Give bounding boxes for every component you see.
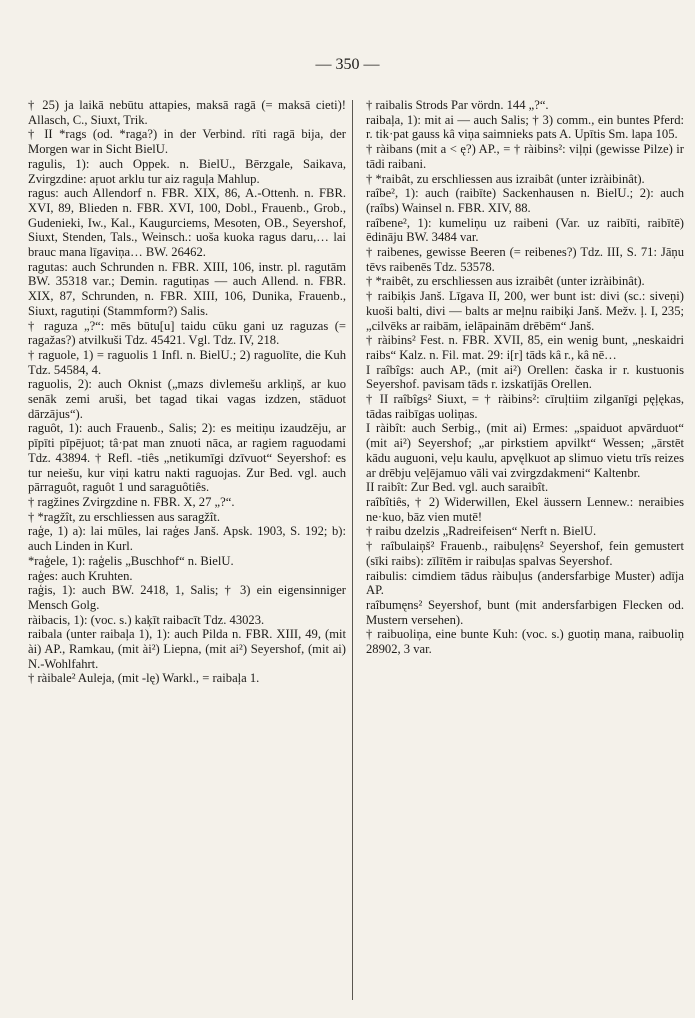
left-column [28, 98, 346, 686]
entry: I raîbîgs: auch AP., (mit ai²) Orellen: časka ir r. kustuonis Seyershof. pavisam tāds r. izskatījās Orellen. [366, 362, 684, 392]
entry: † raibalis Strods Par vördn. 144 „?“. [366, 98, 549, 112]
entry: raguolis, 2): auch Oknist („mazs divlemešu arkliņš, ar kuo senāk zemi aruši, bet tagad tikai vagas izdzen, stāduot dārzājus“). [28, 377, 346, 421]
entry: † 25) ja laikā nebūtu attapies, maksā ragā (= maksā cieti)! Allasch, C., Siuxt, Trik. [28, 98, 346, 127]
entry: raîbîtiês, † 2) Widerwillen, Ekel äussern Lennew.: neraibies ne·kuo, bāz vien mutē! [366, 494, 684, 524]
entry: † II raîbîgs² Siuxt, = † ràibins²: cīruļtiim zilganīgi pęļękas, tādas raibīgas uoliņas. [366, 392, 684, 421]
right-column [366, 98, 684, 657]
entry: II raibît: Zur Bed. vgl. auch saraibît. [366, 480, 549, 495]
entry: † raibuoliņa, eine bunte Kuh: (voc. s.) guotiņ mana, raibuoliņ 28902, 3 var. [366, 627, 684, 657]
entry: † *raibêt, zu erschliessen aus izraibêt (unter izràibinât). [366, 274, 645, 289]
entry: † raibiķis Janš. Līgava II, 200, wer bunt ist: divi (sc.: siveņi) kuoši balti, divi — balts ar meļnu raibiķi Janš. Mežv. ļ. I, 235; „cilvēks ar raibām, ielāpainām drēbēm“ Janš. [366, 289, 684, 333]
entry: *raģele, 1): raģelis „Buschhof“ n. BielU. [28, 553, 234, 568]
entry: † raguza „?“: mēs būtu[u] taidu cūku gani uz raguzas (= ragažas?) atvilkuši Tdz. 45421. Vgl. Tdz. IV, 218. [28, 318, 346, 348]
page-number: — 350 — [315, 56, 380, 73]
entry: † ragžines Zvirgzdine n. FBR. X, 27 „?“. [28, 494, 235, 509]
entry: † II *rags (od. *raga?) in der Verbind. rīti ragā bija, der Morgen war in Sicht BielU. [28, 127, 346, 157]
entry: ragulis, 1): auch Oppek. n. BielU., Bērzgale, Saikava, Zvirgzdine: aŗuot arklu tur aiz raguļa Mahlup. [28, 156, 346, 186]
entry: † raibenes, gewisse Beeren (= reibenes?) Tdz. III, S. 71: Jāņu tēvs raibenēs Tdz. 53578. [366, 245, 684, 274]
entry: † raibu dzelzis „Radreifeisen“ Nerft n. BielU. [366, 524, 597, 539]
entry: raîbene², 1): kumeliņu uz raibeni (Var. uz raibīti, raibītē) ēdināju BW. 3484 var. [366, 215, 684, 245]
entry: raguôt, 1): auch Frauenb., Salis; 2): es meitiņu izaudzēju, ar pīpīti pīpējuot; tâ·pat man znuoti nāca, ar ragiem raguodami Tdz. 43894. † Refl. -tiês „netikumīgi dzīvuot“ Seyershof: es tur neiešu, kur viņi katru nakti raguojas. Zur Bed. vgl. auch pārraguôt, raguôt 1 und saraguôtiês. [28, 421, 346, 495]
entry: raibaļa, 1): mit ai — auch Salis; † 3) comm., ein buntes Pferd: r. tik·pat gauss kâ viņa saimnieks pats A. Upītis Sm. lapa 105. [366, 112, 684, 142]
entry: † raîbulaiņš² Frauenb., raibuļęns² Seyershof, fein gemustert (sīki raibs): zīlītēm ir raibuļas spalvas Seyershof. [366, 539, 684, 568]
entry: † raguole, 1) = raguolis 1 Infl. n. BielU.; 2) raguolīte, die Kuh Tdz. 54584, 4. [28, 347, 346, 377]
entry: † ràibans (mit a < ę?) AP., = † ràibins²: viļņi (gewisse Pilze) ir tādi raibani. [366, 142, 684, 171]
entry: ragus: auch Allendorf n. FBR. XIX, 86, A.-Ottenh. n. FBR. XVI, 89, Blieden n. FBR. XVI, 100, Dobl., Frauenb., Grob., Gudenieki, Iw., Kal., Kaugurciems, Mesoten, OB., Seyershof, Siuxt, Stenden, Tals., Weinsch.: uoša kuoka ragus daru,… lai brauc mana līgaviņa… BW. 26462. [28, 186, 346, 260]
column-divider [352, 100, 353, 1000]
entry: ragutas: auch Schrunden n. FBR. XIII, 106, instr. pl. ragutām BW. 35318 var.; Demin. ragutiņas — auch Allend. n. FBR. XIX, 87, Schrunden, n. FBR. XIII, 106, Dunika, Frauenb., Siuxt, ragutiņi (Stammform?) Salis. [28, 259, 346, 318]
entry: I ràibît: auch Serbig., (mit ai) Ermes: „spaiduot apvārduot“ (mit ai²) Seyershof; „ar pirkstiem apvilkt“ Wessen; „ārstēt kādu auguoni, veļu kaulu, apvęlkuot ap slimuo vietu trīs reizes ar drēbju veļējamuo vāli vai zvirgzdakmeni“ Kaltenbr. [366, 421, 684, 480]
entry: † ràibale² Auleja, (mit -lę) Warkl., = raibaļa 1. [28, 671, 260, 686]
entry: raibala (unter raibaļa 1), 1): auch Pilda n. FBR. XIII, 49, (mit ài) AP., Ramkau, (mit ài²) Liepna, (mit ai²) Seyershof, (mit ai) N.-Wohlfahrt. [28, 627, 346, 671]
entry: raģis, 1): auch BW. 2418, 1, Salis; † 3) ein eigensinniger Mensch Golg. [28, 583, 346, 612]
entry: † ràibins² Fest. n. FBR. XVII, 85, ein wenig bunt, „neskaidri raibs“ Kalz. n. Fil. mat. 29: i[r] tāds kâ r., kâ nē… [366, 333, 684, 362]
entry: raģe, 1) a): lai mūles, lai raģes Janš. Apsk. 1903, S. 192; b): auch Linden in Kurl. [28, 524, 346, 554]
entry: ràibacis, 1): (voc. s.) kaķīt raibacīt Tdz. 43023. [28, 612, 265, 627]
entry: † *raibât, zu erschliessen aus izraibât (unter izràibinât). [366, 171, 645, 186]
entry: † *ragžît, zu erschliessen aus saragžît. [28, 509, 220, 524]
entry: raîbe², 1): auch (raibīte) Sackenhausen n. BielU.; 2): auch (raîbs) Wainsel n. FBR. XIV, 88. [366, 186, 684, 215]
entry: raģes: auch Kruhten. [28, 568, 133, 583]
entry: raibulis: cimdiem tādus ràibuļus (andersfarbige Muster) adīja AP. [366, 568, 684, 598]
entry: raîbumęns² Seyershof, bunt (mit andersfarbigen Flecken od. Mustern versehen). [366, 597, 684, 627]
